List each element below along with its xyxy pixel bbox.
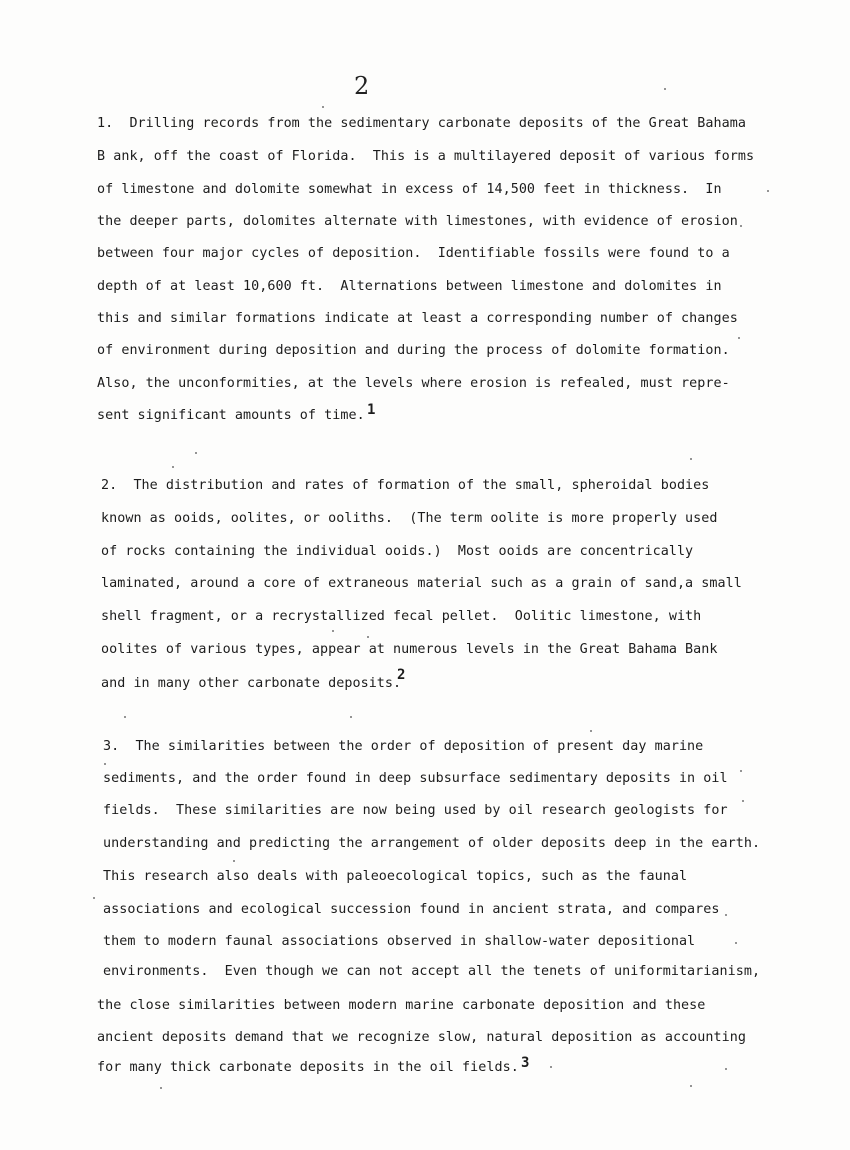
paragraph-line: and in many other carbonate deposits. [101, 676, 402, 691]
paragraph-line: 3. The similarities between the order of deposition of present day marine [103, 739, 704, 754]
scan-speck [160, 1087, 162, 1089]
scan-speck [233, 860, 235, 862]
scan-speck [738, 337, 740, 339]
scan-speck [664, 88, 666, 90]
scan-speck [690, 1085, 692, 1087]
paragraph-line: of environment during deposition and during the process of dolomite formation. [97, 343, 730, 358]
page-number: 2 [354, 72, 370, 100]
paragraph-line: laminated, around a core of extraneous material such as a grain of sand,a small [101, 576, 742, 591]
scan-speck [367, 636, 369, 638]
scan-speck [735, 942, 737, 944]
scan-speck [104, 763, 106, 765]
scan-speck [172, 466, 174, 468]
paragraph-line: for many thick carbonate deposits in the oil fields. [97, 1060, 519, 1075]
scan-speck [124, 716, 126, 718]
scan-speck [195, 452, 197, 454]
scan-speck [332, 630, 334, 632]
paragraph-line: fields. These similarities are now being used by oil research geologists for [103, 803, 728, 818]
footnote-ref-2: 2 [397, 667, 406, 683]
footnote-ref-1: 1 [367, 402, 376, 418]
paragraph-line: 1. Drilling records from the sedimentary carbonate deposits of the Great Bahama [97, 116, 746, 131]
paragraph-line: B ank, off the coast of Florida. This is a multilayered deposit of various forms [97, 149, 755, 164]
paragraph-line: between four major cycles of deposition. Identifiable fossils were found to a [97, 246, 730, 261]
footnote-ref-3: 3 [521, 1055, 530, 1071]
paragraph-line: depth of at least 10,600 ft. Alternations between limestone and dolomites in [97, 279, 722, 294]
paragraph-line: understanding and predicting the arrangement of older deposits deep in the earth. [103, 836, 761, 851]
scan-speck [725, 914, 727, 916]
scan-speck [93, 897, 95, 899]
scan-speck [767, 190, 769, 192]
paragraph-line: ancient deposits demand that we recognize slow, natural deposition as accounting [97, 1030, 746, 1045]
paragraph-line: associations and ecological succession found in ancient strata, and compares [103, 902, 720, 917]
paragraph-line: this and similar formations indicate at least a corresponding number of changes [97, 311, 738, 326]
paragraph-line: of limestone and dolomite somewhat in excess of 14,500 feet in thickness. In [97, 182, 722, 197]
paragraph-line: the deeper parts, dolomites alternate with limestones, with evidence of erosion [97, 214, 738, 229]
scan-speck [690, 458, 692, 460]
paragraph-line: of rocks containing the individual ooids.) Most ooids are concentrically [101, 544, 694, 559]
paragraph-line: This research also deals with paleoecological topics, such as the faunal [103, 869, 688, 884]
paragraph-line: shell fragment, or a recrystallized fecal pellet. Oolitic limestone, with [101, 609, 702, 624]
scan-speck [322, 106, 324, 108]
paragraph-line: known as ooids, oolites, or ooliths. (The term oolite is more properly used [101, 511, 718, 526]
paragraph-line: sediments, and the order found in deep subsurface sedimentary deposits in oil [103, 771, 728, 786]
scan-speck [350, 716, 352, 718]
paragraph-line: them to modern faunal associations observed in shallow-water depositional [103, 934, 696, 949]
scan-speck [740, 770, 742, 772]
paragraph-line: sent significant amounts of time. [97, 408, 365, 423]
scan-speck [550, 1066, 552, 1068]
scan-speck [590, 730, 592, 732]
paragraph-line: oolites of various types, appear at numerous levels in the Great Bahama Bank [101, 642, 718, 657]
scan-speck [725, 1068, 727, 1070]
paragraph-line: the close similarities between modern marine carbonate deposition and these [97, 998, 706, 1013]
paragraph-line: 2. The distribution and rates of formation of the small, spheroidal bodies [101, 478, 710, 493]
scan-speck [742, 800, 744, 802]
paragraph-line: environments. Even though we can not accept all the tenets of uniformitarianism, [103, 964, 761, 979]
scan-speck [740, 225, 742, 227]
paragraph-line: Also, the unconformities, at the levels where erosion is refealed, must repre- [97, 376, 730, 391]
